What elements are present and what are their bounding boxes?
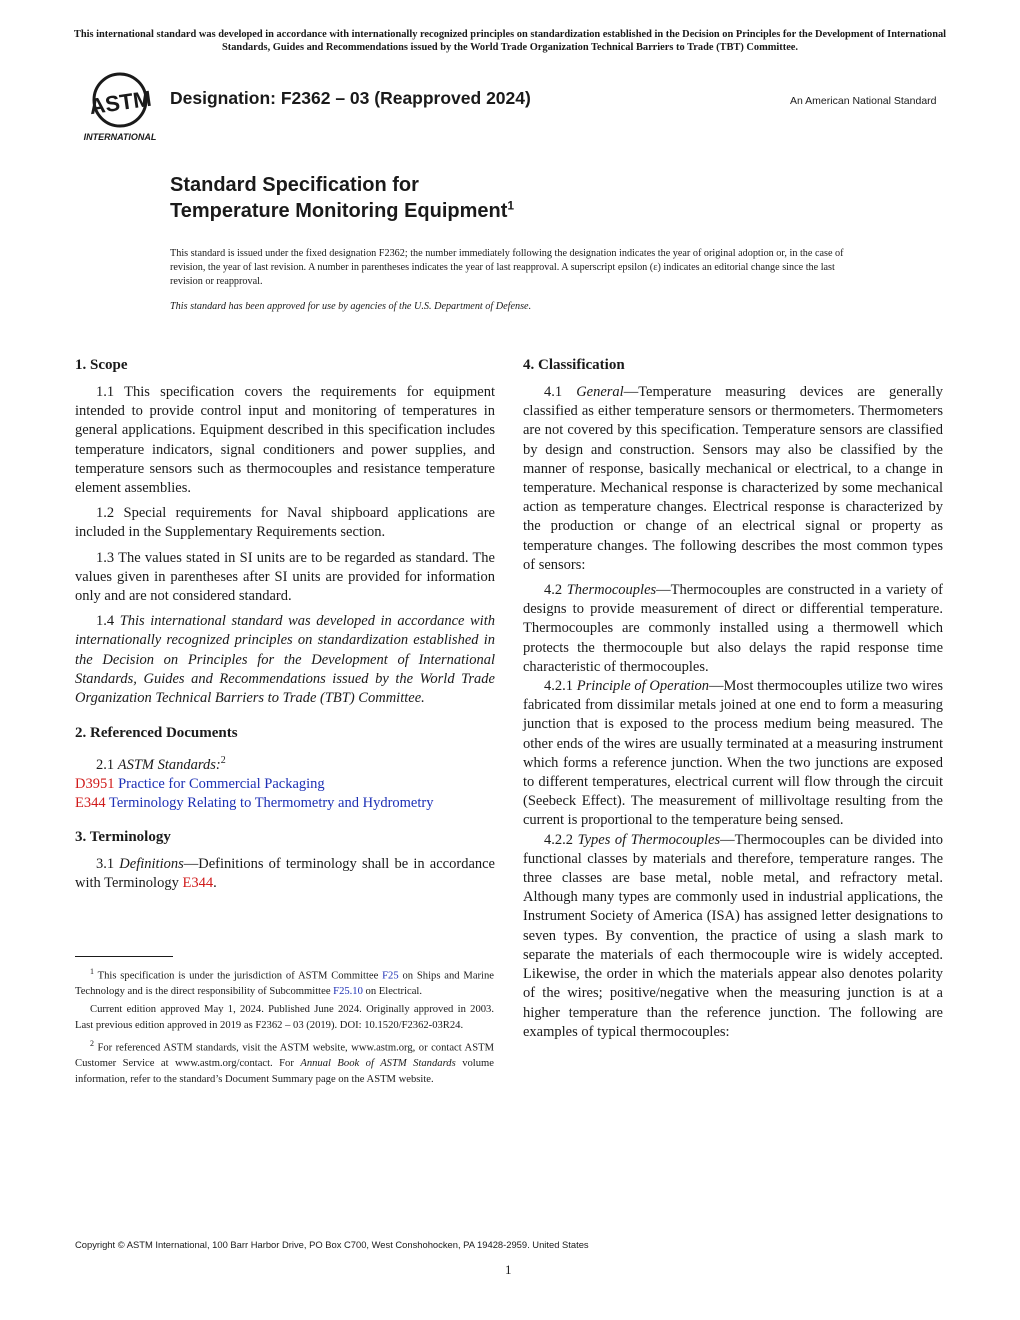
paragraph-1-2: 1.2 Special requirements for Naval shipboard applications are included in the Supplementary Requirements section.	[75, 505, 495, 541]
paragraph-4-2-number: 4.2	[544, 582, 567, 599]
general-label: General	[576, 384, 624, 400]
svg-text:INTERNATIONAL: INTERNATIONAL	[83, 132, 157, 142]
footnote-2-marker: 2	[90, 1039, 94, 1049]
title-line-2-text: Temperature Monitoring Equipment	[170, 200, 508, 222]
reference-e344-code[interactable]: E344	[75, 795, 106, 812]
svg-text:ASTM: ASTM	[87, 85, 153, 120]
reference-d3951-title[interactable]: Practice for Commercial Packaging	[118, 776, 325, 793]
footnote-2-ref[interactable]: 2	[220, 755, 226, 767]
issued-note: This standard is issued under the fixed designation F2362; the number immediately following the designation indicates the year of original adoption or, in the case of revision, the year of last revision. A number in parentheses indicates the year of last reapproval. A superscript epsilon (ε) indicates an editorial change since the last revision or reapproval.	[170, 248, 844, 287]
footnote-1-text-a: This specification is under the jurisdiction of ASTM Committee	[94, 970, 383, 982]
section-heading-referenced-documents: 2. Referenced Documents	[75, 725, 238, 742]
terminology-link-e344[interactable]: E344	[182, 874, 214, 891]
footnote-1-edition: Current edition approved May 1, 2024. Published June 2024. Originally approved in 2003. Last previous edition approved in 2019 as F2362 – 03 (2019). DOI: 10.1520/F2362-03R24.	[75, 1004, 494, 1031]
paragraph-1-1: 1.1 This specification covers the requirements for equipment intended to provide control input and monitoring of temperatures in general applications. Equipment described in this specification includes temperature indicators, signal conditioners and power supplies, and temperature sensors such as thermocouples and resistance temperature element assemblies.	[75, 384, 495, 497]
paragraph-1-4-number: 1.4	[96, 613, 120, 630]
paragraph-1-4-text: This international standard was developed in accordance with internationally recognized principles on standardization established in the Decision on Principles for the Development of International Standards, Guides and Recommendations issued by the World Trade Organization Technical Barriers to Trade (TBT) Committee.	[75, 613, 495, 707]
paragraph-4-2-2	[523, 831, 943, 1042]
paragraph-4-2-1-text: —Most thermocouples utilize two wires fabricated from dissimilar metals joined at one end to form a measuring junction that is exposed to the process medium being measured. The other ends of the wires are usually terminated at a measuring instrument which forms a reference junction. When the two junctions are exposed to different temperatures, electrical current will flow through the circuit (Seebeck Effect). The measurement of millivoltage resulting from the current is proportional to the temperature being sensed.	[523, 678, 944, 829]
paragraph-1-3: 1.3 The values stated in SI units are to be regarded as standard. The values given in parentheses after SI units are provided for information only and are not considered standard.	[75, 549, 495, 605]
paragraph-3-1	[75, 855, 495, 893]
annual-book-title: Annual Book of ASTM Standards	[300, 1058, 456, 1070]
paragraph-2-1-number: 2.1	[96, 757, 118, 774]
title-line-2	[170, 198, 514, 224]
footnote-divider	[75, 956, 173, 957]
reference-e344-title[interactable]: Terminology Relating to Thermometry and Hydrometry	[108, 795, 434, 812]
paragraph-3-1-number: 3.1	[96, 855, 120, 872]
approved-note: This standard has been approved for use by agencies of the U.S. Department of Defense.	[170, 301, 532, 312]
paragraph-4-2	[523, 581, 943, 677]
title-footnote-ref[interactable]: 1	[507, 198, 515, 213]
footnote-1-marker: 1	[90, 967, 94, 976]
section-heading-classification: 4. Classification	[523, 357, 625, 373]
footnote-2	[75, 1036, 494, 1087]
paragraph-3-1-end: .	[213, 874, 217, 891]
paragraph-2-1	[75, 751, 495, 775]
copyright-notice: Copyright © ASTM International, 100 Barr Harbor Drive, PO Box C700, West Conshohocken, PA 19428-2959. United States	[75, 1239, 589, 1250]
paragraph-1-4	[75, 612, 495, 708]
reference-e344[interactable]	[75, 794, 495, 813]
paragraph-3-1-text: —Definitions of terminology shall be in accordance with Terminology	[75, 855, 495, 891]
paragraph-4-2-1	[523, 677, 943, 831]
footnote-2-text-a: For referenced ASTM standards, visit the ASTM website, www.astm.org, or contact ASTM Customer Service at www.astm.org/contact. For	[75, 1042, 494, 1070]
right-column	[523, 356, 943, 1048]
page-number: 1	[505, 1262, 512, 1277]
reference-d3951[interactable]	[75, 775, 495, 794]
astm-standards-label: ASTM Standards:	[117, 757, 221, 774]
footnote-1-text-c: on Electrical.	[362, 985, 423, 997]
section-heading-terminology: 3. Terminology	[75, 828, 171, 845]
thermocouples-label: Thermocouples	[566, 582, 657, 599]
paragraph-4-2-1-number: 4.2.1	[544, 678, 577, 695]
international-standard-notice: This international standard was developed in accordance with internationally recognized principles on standardization established in the Decision on Principles for the Development of International Standards, Guides and Recommendations issued by the World Trade Organization Technical Barriers to Trade (TBT) Committee.	[73, 29, 947, 53]
definitions-label: Definitions	[119, 855, 184, 872]
reference-d3951-code[interactable]: D3951	[75, 776, 115, 793]
document-title	[170, 172, 514, 224]
paragraph-4-1-number: 4.1	[544, 384, 577, 400]
section-heading-scope: 1. Scope	[75, 357, 128, 373]
left-column	[75, 356, 495, 899]
american-national-standard: An American National Standard	[790, 95, 937, 107]
footnote-1	[75, 964, 494, 999]
footnote-2-text-b: volume information, refer to the standard’s Document Summary page on the ASTM website.	[75, 1058, 494, 1085]
paragraph-4-2-text: —Thermocouples are constructed in a variety of designs to provide measurement of direct or differential temperature. Thermocouples are commonly installed using a thermowell which protects the thermocouple but also delays the rapid response time characteristic of thermocouples.	[523, 582, 944, 675]
title-line-1: Standard Specification for	[170, 174, 419, 196]
paragraph-4-1-text: —Temperature measuring devices are generally classified as either temperature sensors or thermometers. Thermometers are not covered by this specification. Temperature sensors are classified by design and construction. Sensors may also be classified by the manner of response, basically mechanical or electrical, to a change in temperature. Mechanical response is characterized by some mechanical action as temperature changes. Electrical response is characterized by the production or change of an electrical signal or property as temperature changes. The following describes the most common types of sensors:	[523, 384, 944, 573]
types-of-thermocouples-label: Types of Thermocouples	[577, 831, 721, 848]
paragraph-4-1	[523, 383, 943, 575]
footnotes	[75, 964, 494, 1090]
principle-of-operation-label: Principle of Operation	[576, 678, 710, 695]
paragraph-4-2-2-text: —Thermocouples can be divided into functional classes by materials and therefore, temperature ranges. The three classes are base metal, noble metal, and refractory metal. Although many types are commonly used in industrial applications, the Instrument Society of America (ISA) has assigned letter designations to seven types. By convention, the practice of using a slash mark to separate the materials of each thermocouple wire is widely accepted. Likewise, the order in which the materials appear also denotes polarity of the wires; positive/negative when the measuring junction is at a higher temperature than the reference junction. The following are examples of typical thermocouples:	[523, 831, 943, 1040]
committee-link-f25[interactable]: F25	[382, 970, 399, 982]
subcommittee-link-f25-10[interactable]: F25.10	[333, 985, 363, 997]
designation: Designation: F2362 – 03 (Reapproved 2024)	[170, 88, 531, 108]
footnote-1-text-b: on Ships and Marine Technology and is the direct responsibility of Subcommittee	[75, 970, 494, 997]
astm-logo	[74, 70, 166, 144]
paragraph-4-2-2-number: 4.2.2	[544, 831, 578, 848]
